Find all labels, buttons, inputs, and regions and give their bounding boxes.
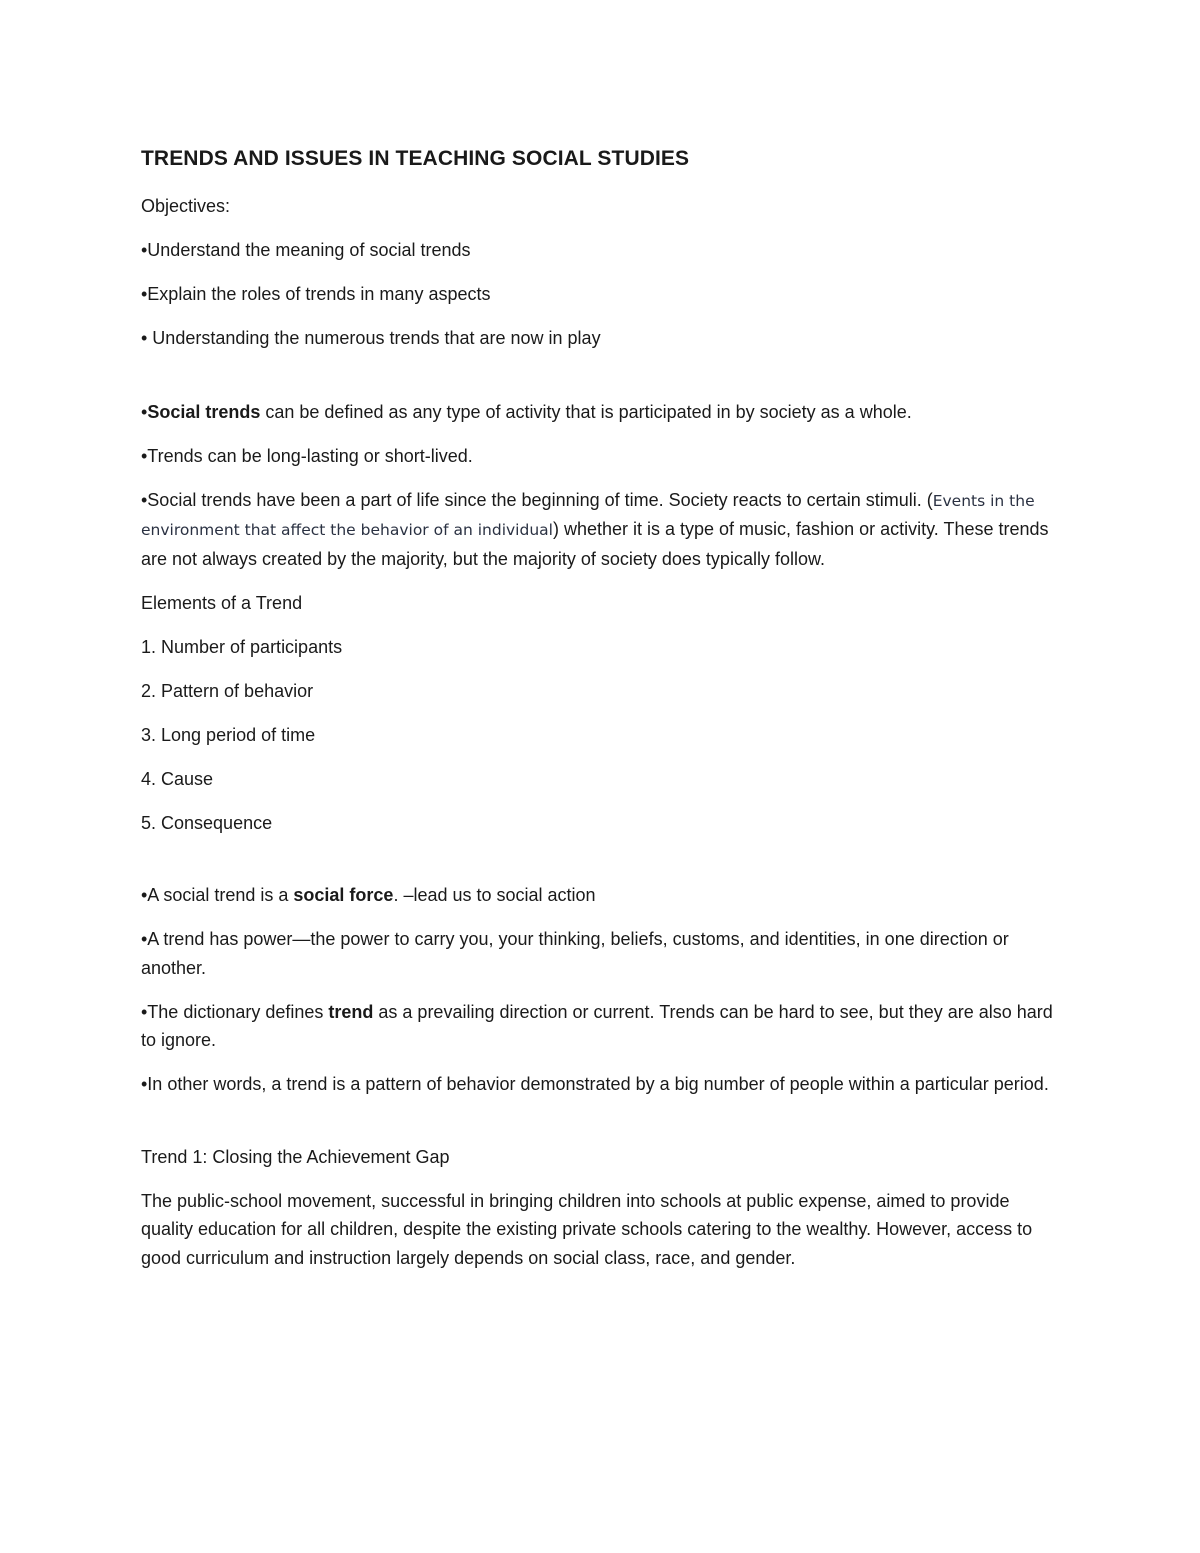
document-body bbox=[141, 142, 1061, 1288]
element-item: 4. Cause bbox=[141, 768, 214, 789]
other-words-bullet: •In other words, a trend is a pattern of behavior demonstrated by a big number of people within a particular period. bbox=[141, 1074, 1049, 1094]
bullet-text: . –lead us to social action bbox=[393, 885, 596, 905]
bullet-text: can be defined as any type of activity that is participated in by society as a whole. bbox=[260, 401, 912, 422]
bullet-text: ) whether it is a type of music, fashion or activity. These trends are not always created by the majority, but the majority of society does typically follow. bbox=[141, 519, 1049, 569]
duration-bullet: •Trends can be long-lasting or short-lived. bbox=[141, 445, 473, 466]
element-item: 5. Consequence bbox=[141, 812, 273, 833]
element-item: 1. Number of participants bbox=[141, 636, 343, 657]
elements-heading: Elements of a Trend bbox=[141, 592, 303, 613]
element-item: 3. Long period of time bbox=[141, 724, 316, 745]
bullet-prefix: • bbox=[141, 401, 148, 422]
bold-term: trend bbox=[328, 1001, 374, 1022]
power-bullet: •A trend has power—the power to carry you, your thinking, beliefs, customs, and identities, in one direction or another. bbox=[141, 929, 1009, 978]
bullet-text: •A social trend is a bbox=[141, 885, 294, 905]
stimuli-note: Events in the environment that affect the behavior of an individual bbox=[141, 491, 1035, 539]
objective-item: •Explain the roles of trends in many aspects bbox=[141, 284, 491, 304]
objectives-label: Objectives: bbox=[141, 196, 231, 216]
objective-item: • Understanding the numerous trends that are now in play bbox=[141, 328, 601, 348]
bullet-text: •The dictionary defines bbox=[141, 1001, 329, 1022]
bullet-text: •Social trends have been a part of life since the beginning of time. Society reacts to certain stimuli. ( bbox=[141, 489, 933, 510]
trend1-paragraph: The public-school movement, successful in bringing children into schools at public expense, aimed to provide quality education for all children, despite the existing private schools catering to the wealthy. However, access to good curriculum and instruction largely depends on social class, race, and gender. bbox=[141, 1190, 1033, 1268]
document-title: TRENDS AND ISSUES IN TEACHING SOCIAL STUDIES bbox=[141, 147, 690, 170]
element-item: 2. Pattern of behavior bbox=[141, 680, 314, 701]
bold-term: Social trends bbox=[147, 401, 261, 422]
bullet-text: as a prevailing direction or current. Trends can be hard to see, but they are also hard to ignore. bbox=[141, 1001, 1053, 1050]
dictionary-bullet bbox=[141, 998, 1061, 1055]
objective-item: •Understand the meaning of social trends bbox=[141, 240, 471, 260]
definition-bullet bbox=[141, 398, 1061, 427]
trend1-heading: Trend 1: Closing the Achievement Gap bbox=[141, 1146, 450, 1167]
bold-term: social force bbox=[293, 885, 394, 905]
history-bullet bbox=[141, 486, 1061, 574]
force-bullet bbox=[141, 881, 1061, 910]
